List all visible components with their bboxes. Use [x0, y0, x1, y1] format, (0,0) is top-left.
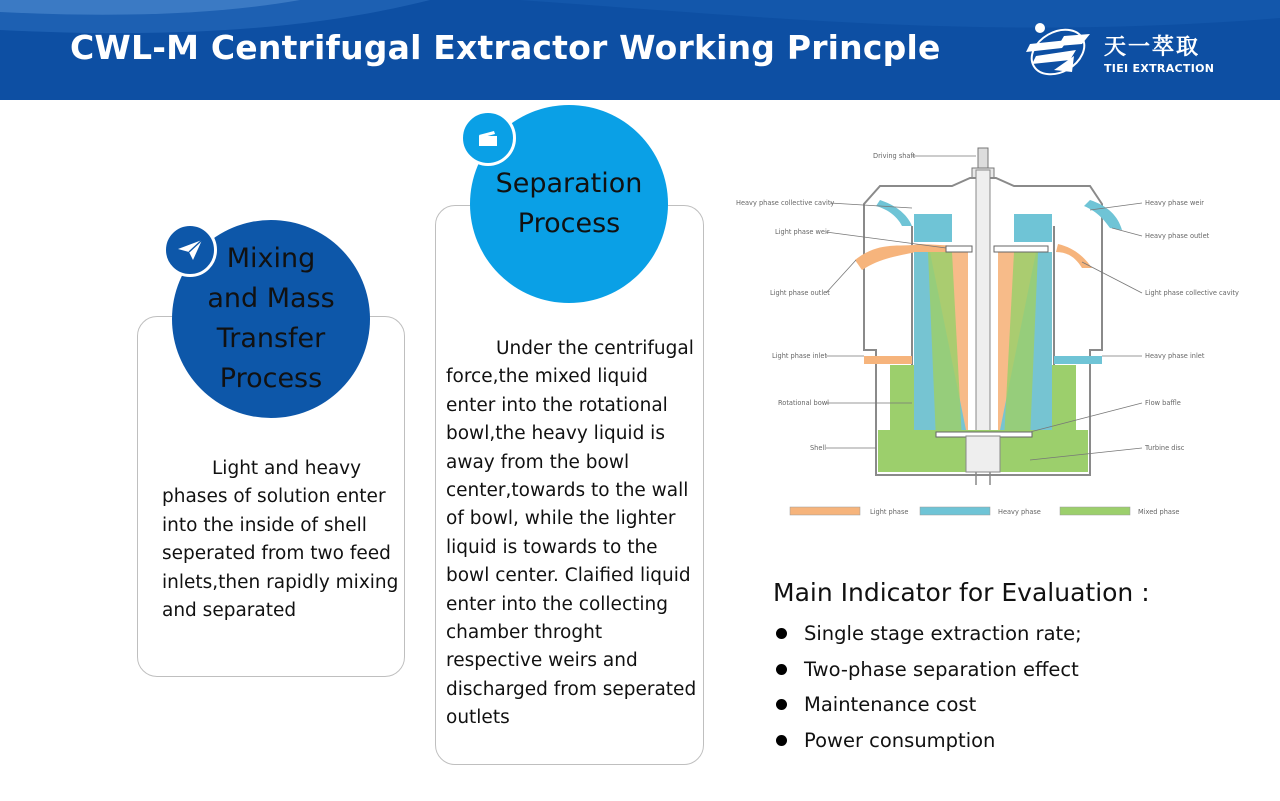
label-heavy-phase-weir: Heavy phase weir [1145, 199, 1204, 207]
legend-swatch-heavy [920, 507, 990, 515]
label-heavy-phase-outlet: Heavy phase outlet [1145, 232, 1210, 240]
indicators-list [773, 618, 1082, 760]
label-driving-shaft: Driving shaft [873, 152, 916, 160]
header-banner [0, 0, 1280, 100]
label-flow-baffle: Flow baffle [1145, 399, 1181, 407]
mixing-icon-circle [163, 223, 217, 277]
company-logo [1024, 20, 1224, 80]
label-light-phase-collective-cavity: Light phase collective cavity [1145, 289, 1239, 297]
mixing-description: Light and heavy phases of solution enter into the inside of shell seperated from two feed inlets,then rapidly mixing and separated [162, 458, 399, 622]
label-shell: Shell [810, 444, 827, 452]
separation-icon-circle [460, 110, 516, 166]
separation-heading: Separation Process [495, 168, 643, 239]
legend-label-heavy: Heavy phase [998, 508, 1041, 516]
diagram-body [855, 148, 1122, 485]
label-light-phase-outlet: Light phase outlet [770, 289, 830, 297]
label-heavy-phase-inlet: Heavy phase inlet [1145, 352, 1205, 360]
logo-mark-icon [1024, 20, 1102, 80]
label-rotational-bowl: Rotational bowl [778, 399, 829, 407]
indicator-item: Power consumption [773, 725, 1082, 761]
separation-description: Under the centrifugal force,the mixed liquid enter into the rotational bowl,the heavy liquid is away from the bowl center,towards to the wall of bowl, while the lighter liquid is towards to the bowl center. Claified liquid enter into the collecting chamber throght respective weirs and discharged from seperated outlets [446, 338, 697, 729]
indicator-item: Single stage extraction rate; [773, 618, 1082, 654]
legend-swatch-mixed [1060, 507, 1130, 515]
legend-label-light: Light phase [870, 508, 909, 516]
page-title: CWL-M Centrifugal Extractor Working Princple [70, 28, 941, 67]
card-icon [477, 129, 499, 147]
label-light-phase-weir: Light phase weir [775, 228, 830, 236]
legend-label-mixed: Mixed phase [1138, 508, 1180, 516]
paper-plane-icon [177, 239, 203, 261]
logo-english-name: TIEI EXTRACTION [1104, 62, 1215, 75]
indicators-title: Main Indicator for Evaluation : [773, 578, 1150, 607]
label-heavy-phase-collective-cavity: Heavy phase collective cavity [736, 199, 835, 207]
diagram-legend [790, 507, 1179, 516]
logo-chinese-name: 天一萃取 [1104, 35, 1201, 60]
indicator-item: Maintenance cost [773, 689, 1082, 725]
legend-swatch-light [790, 507, 860, 515]
label-light-phase-inlet: Light phase inlet [772, 352, 828, 360]
label-turbine-disc: Turbine disc [1145, 444, 1185, 452]
mixing-heading: Mixing and Mass Transfer Process [207, 243, 335, 394]
extractor-diagram [730, 140, 1250, 530]
indicator-item: Two-phase separation effect [773, 654, 1082, 690]
